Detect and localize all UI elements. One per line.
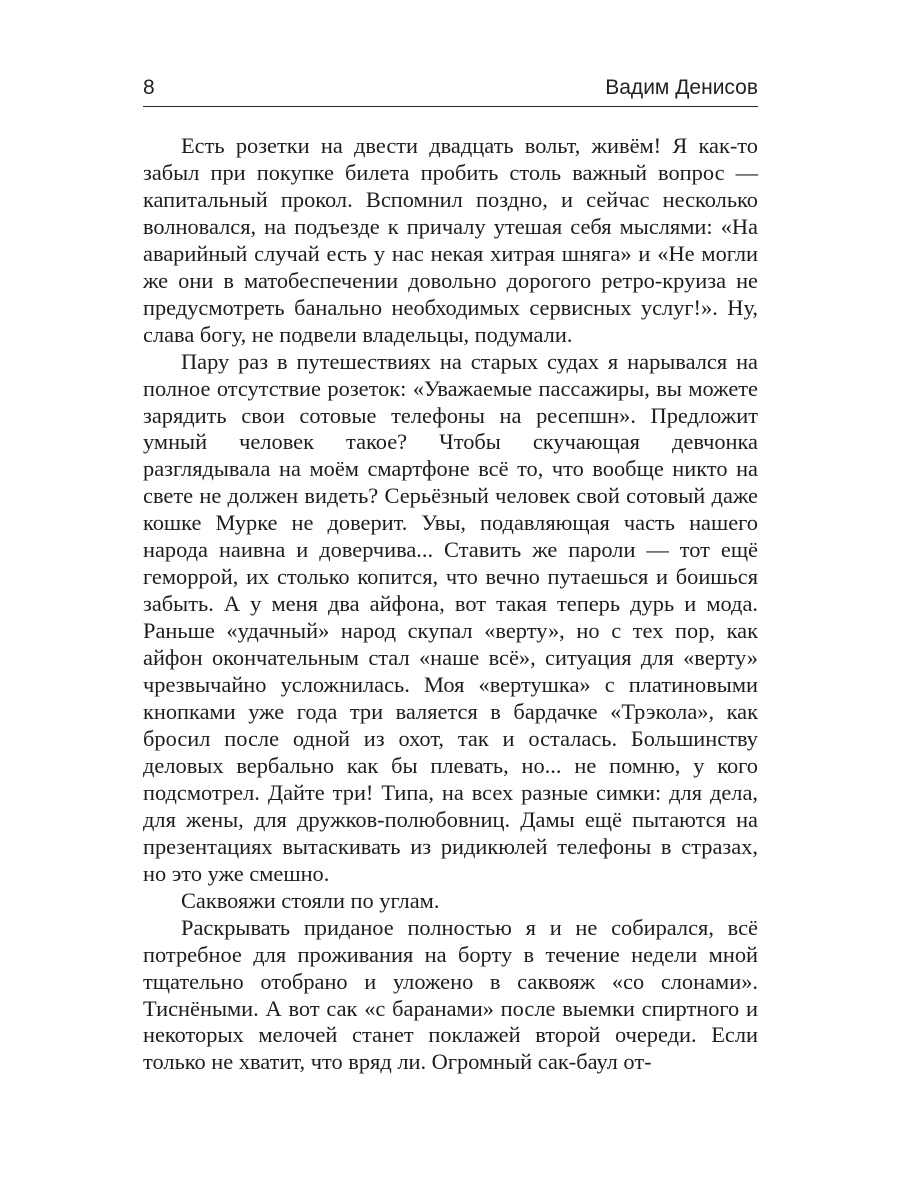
- paragraph: Саквояжи стояли по углам.: [181, 887, 440, 913]
- paragraph: Пару раз в путешествиях на старых судах я нарывался на полное отсутствие розеток: «Уважаемые пассажиры, вы можете зарядить свои сотовые телефоны на ресепшн». Предложит умный человек такое? Чтобы скучающая девчонка разглядывала на моём смартфоне всё то, что вообще никто на свете не должен видеть? Серьёзный человек свой сотовый даже кошке Мурке не доверит. Увы, подавляющая часть нашего народа наивна и доверчива... Ставить же пароли — тот ещё геморрой, их столько копится, что вечно путаешься и боишься забыть. А у меня два айфона, вот такая теперь дурь и мода. Раньше «удачный» народ скупал «верту», но с тех пор, как айфон окончательным стал «наше всё», ситуация для «верту» чрезвычайно усложнилась. Моя «вертушка» с платиновыми кнопками уже года три валяется в бардачке «Трэкола», как бросил после одной из охот, так и осталась. Большинству деловых вербально как бы плевать, но... не помню, у кого подсмотрел. Дайте три! Типа, на всех разные симки: для дела, для жены, для дружков-полюбовниц. Дамы ещё пытаются на презентациях вытаскивать из ридикюлей телефоны в стразах, но это уже смешно.: [143, 348, 758, 886]
- running-header: [143, 72, 758, 107]
- paragraph: Раскрывать приданое полностью я и не собирался, всё потребное для проживания на борту в течение недели мной тщательно отобрано и уложено в саквояж «со слонами». Тиснёными. А вот сак «с баранами» после выемки спиртного и некоторых мелочей станет поклажей второй очереди. Если только не хватит, что вряд ли. Огромный сак-баул от-: [143, 914, 758, 1075]
- body-text: [143, 133, 758, 1076]
- running-title-author: Вадим Денисов: [605, 76, 758, 99]
- paragraph: Есть розетки на двести двадцать вольт, живём! Я как-то забыл при покупке билета пробить столь важный вопрос — капитальный прокол. Вспомнил поздно, и сейчас несколько волновался, на подъезде к причалу утешая себя мыслями: «На аварийный случай есть у нас некая хитрая шняга» и «Не могли же они в матобеспечении довольно дорогого ретро-круиза не предусмотреть банально необходимых сервисных услуг!». Ну, слава богу, не подвели владельцы, подумали.: [143, 133, 758, 347]
- page-number: 8: [143, 76, 155, 99]
